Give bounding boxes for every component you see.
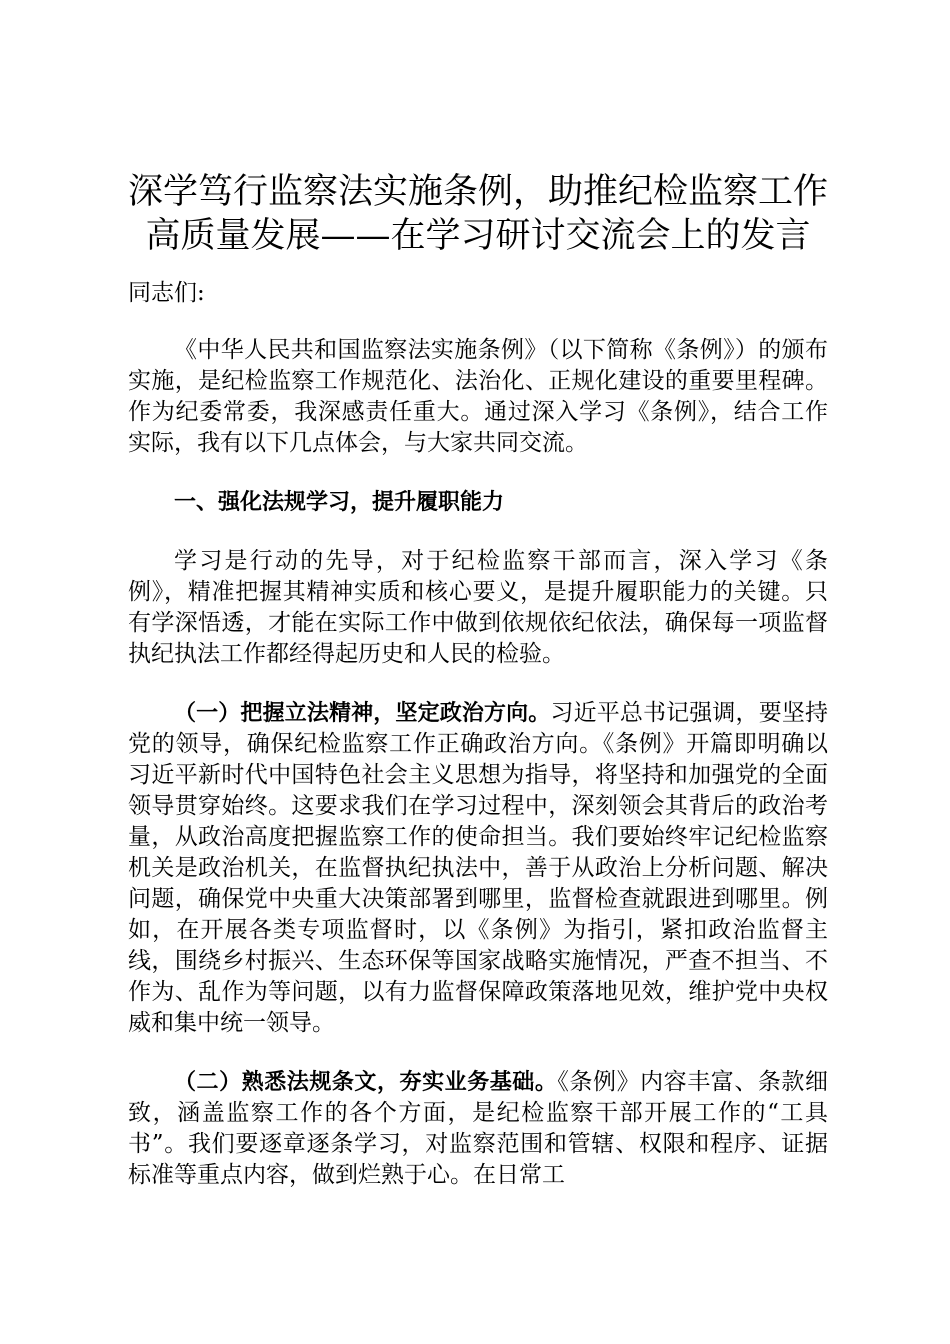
section-1-heading: 一、强化法规学习，提升履职能力: [174, 490, 505, 515]
subsection-2-paragraph: [128, 1067, 828, 1191]
subsection-1-paragraph: [128, 698, 828, 1039]
document-title: [128, 170, 828, 258]
subsection-1-lead: （一）把握立法精神，坚定政治方向。: [174, 701, 551, 726]
subsection-2-lead: （二）熟悉法规条文，夯实业务基础。: [174, 1070, 558, 1095]
document-body: [128, 170, 828, 1191]
subsection-2-body: 《条例》内容丰富、条款细致，涵盖监察工作的各个方面，是纪检监察干部开展工作的“工具书”。我们要逐章逐条学习，对监察范围和管辖、权限和程序、证据标准等重点内容，做到烂熟于心。在日常工: [128, 1069, 828, 1188]
intro-paragraph: 《中华人民共和国监察法实施条例》（以下简称《条例》）的颁布实施，是纪检监察工作规范化、法治化、正规化建设的重要里程碑。作为纪委常委，我深感责任重大。通过深入学习《条例》，结合工作实际，我有以下几点体会，与大家共同交流。: [128, 337, 828, 456]
title-line-1: 深学笃行监察法实施条例，助推纪检监察工作: [128, 172, 829, 212]
title-line-2: 高质量发展——在学习研讨交流会上的发言: [145, 216, 811, 256]
subsection-1-body: 习近平总书记强调，要坚持党的领导，确保纪检监察工作正确政治方向。《条例》开篇即明确以习近平新时代中国特色社会主义思想为指导，将坚持和加强党的全面领导贯穿始终。这要求我们在学习过程中，深刻领会其背后的政治考量，从政治高度把握监察工作的使命担当。我们要始终牢记纪检监察机关是政治机关，在监督执纪执法中，善于从政治上分析问题、解决问题，确保党中央重大决策部署到哪里，监督检查就跟进到哪里。例如，在开展各类专项监督时，以《条例》为指引，紧扣政治监督主线，围绕乡村振兴、生态环保等国家战略实施情况，严查不担当、不作为、乱作为等问题，以有力监督保障政策落地见效，维护党中央权威和集中统一领导。: [128, 700, 828, 1036]
salutation: 同志们:: [128, 280, 205, 306]
section-1-paragraph: 学习是行动的先导，对于纪检监察干部而言，深入学习《条例》，精准把握其精神实质和核心要义，是提升履职能力的关键。只有学深悟透，才能在实际工作中做到依规依纪依法，确保每一项监督执纪执法工作都经得起历史和人民的检验。: [128, 548, 828, 667]
